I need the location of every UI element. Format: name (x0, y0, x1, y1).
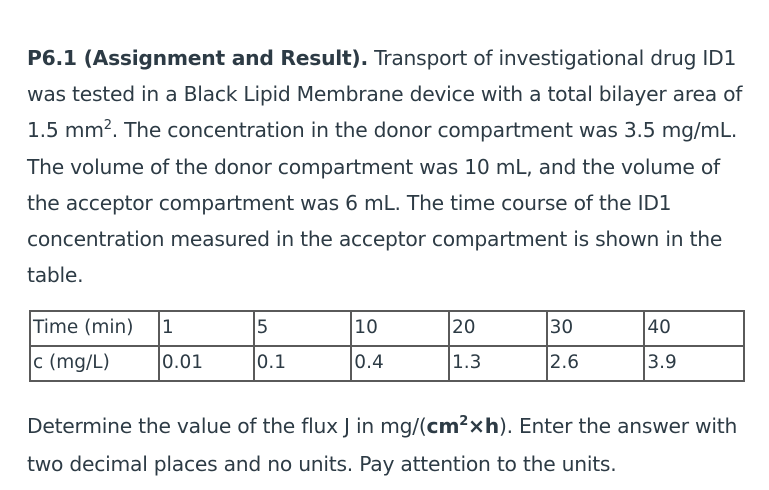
table-cell: 40 (644, 311, 744, 346)
table-cell: 20 (449, 311, 547, 346)
question-text-part-2: ). Enter the answer with two decimal places and no units. Pay attention to the units. (27, 414, 738, 476)
problem-heading: P6.1 (Assignment and Result). (27, 46, 368, 70)
problem-statement (27, 40, 752, 293)
table-cell: 0.01 (159, 346, 254, 381)
problem-text-part-1: Transport of investigational drug ID1 was tested in a Black Lipid Membrane device with a total bilayer area of 1.5 mm (27, 46, 743, 143)
area-exponent: 2 (103, 118, 112, 134)
problem-text-part-2: . The concentration in the donor compartment was 3.5 mg/mL. The volume of the donor compartment was 10 mL, and the volume of the acceptor compartment was 6 mL. The time course of the ID1 concentration measured in the acceptor compartment is shown in the table. (27, 118, 738, 288)
table-row-concentration (30, 346, 744, 381)
table-cell: 10 (351, 311, 449, 346)
unit-exponent: 2 (459, 414, 468, 429)
table-cell: 0.1 (254, 346, 352, 381)
table-cell: 1.3 (449, 346, 547, 381)
table-cell: 5 (254, 311, 352, 346)
concentration-table (29, 310, 745, 382)
question-text-part-1: Determine the value of the flux J in mg/( (27, 414, 427, 438)
unit-hour: ×h (468, 414, 499, 438)
unit-cm: cm (426, 414, 460, 438)
table-cell: 1 (159, 311, 254, 346)
question-text (27, 407, 752, 483)
table-cell: 2.6 (547, 346, 645, 381)
table-cell: 3.9 (644, 346, 744, 381)
row-label-concentration: c (mg/L) (30, 346, 159, 381)
table-cell: 30 (547, 311, 645, 346)
table-cell: 0.4 (351, 346, 449, 381)
row-label-time: Time (min) (30, 311, 159, 346)
table-row-time (30, 311, 744, 346)
